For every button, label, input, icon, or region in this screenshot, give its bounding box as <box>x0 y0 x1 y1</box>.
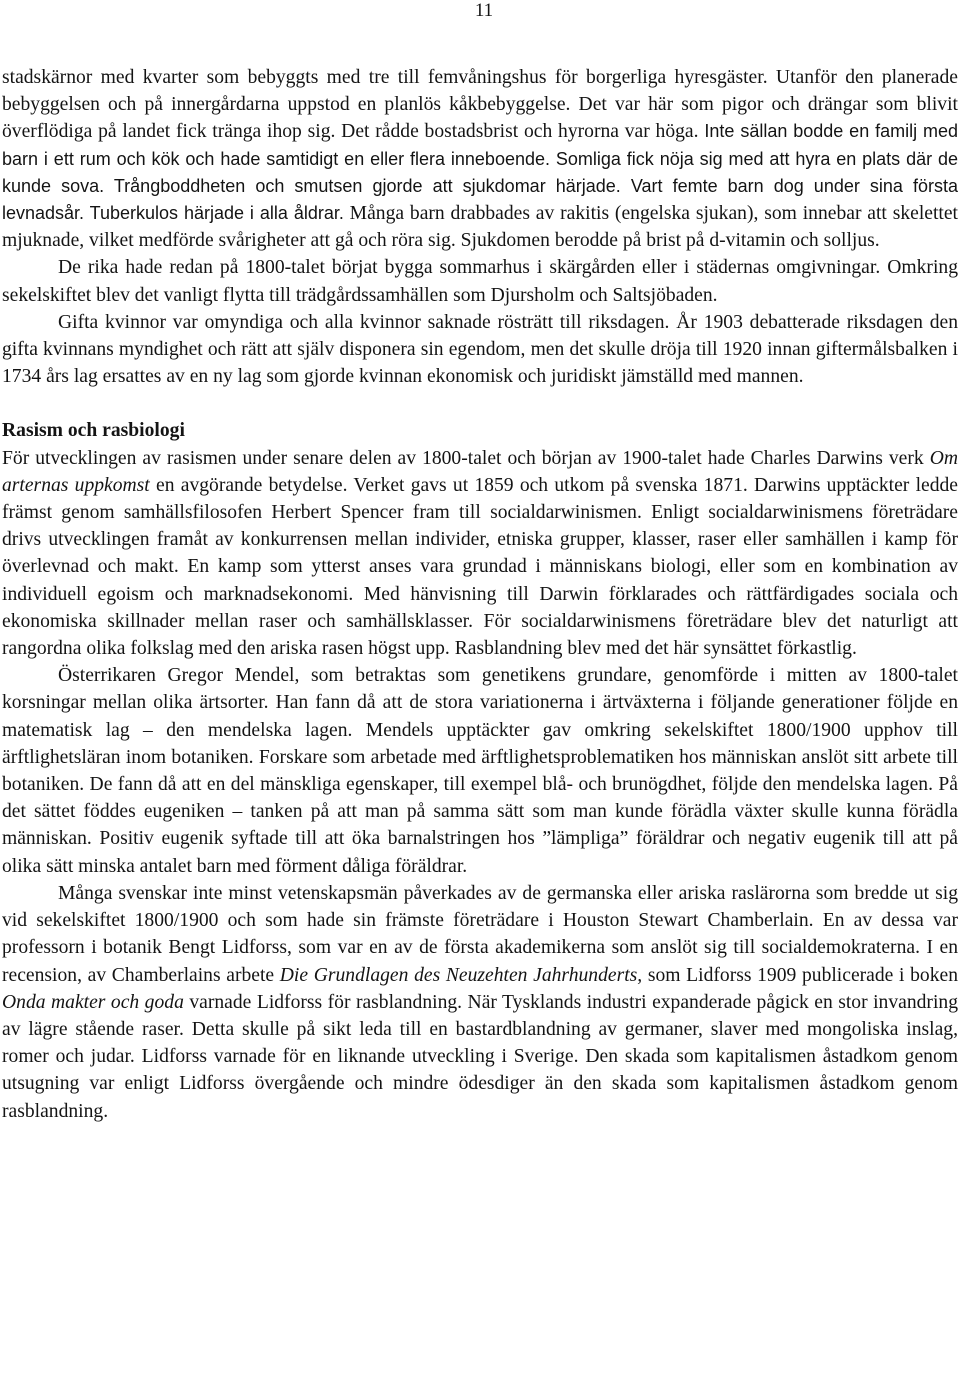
paragraph-3: Gifta kvinnor var omyndiga och alla kvinnor saknade rösträtt till riksdagen. År 1903 debatterade riksdagen den gifta kvinnans myndighet och rätt att själv disponera sin egendom, men det skulle dröja till 1920 innan giftermålsbalken i 1734 års lag ersattes av en ny lag som gjorde kvinnan ekonomisk och juridiskt jämställd med mannen. <box>2 311 958 388</box>
paragraph-1-part-b: Inte sällan bodde en familj med barn i ett rum och kök och hade samtidigt en eller flera inneboende. Somliga fick nöja sig med att hyra en plats där de kunde sova. Trångboddheten och smutsen gjorde att sjukdomar härjade. Vart femte barn dog under sina första levnadsår. Tuberkulos härjade i alla åldrar. <box>2 121 958 224</box>
paragraph-6-part-a: Många svenskar inte minst vetenskapsmän påverkades av de germanska eller ariska raslärorna som bredde ut sig vid sekelskiftet 1800/1900 och som hade sin främste företrädare i Houston Stewart Chamberlain. En av dessa var professorn i botanik Bengt Lidforss, som var en av de första akademikerna som anslöt sig till socialdemokraterna. I en recension, av Chamberlains arbete <box>2 882 958 986</box>
paragraph-6 <box>2 880 958 1125</box>
paragraph-4-part-b: en avgörande betydelse. Verket gavs ut 1859 och utkom på svenska 1871. Darwins upptäckter ledde främst genom samhällsfilosofen Herbert Spencer fram till socialdarwinismen. Enligt socialdarwinismens företrädare drivs utvecklingen framåt av konkurrensen mellan individer, etniska grupper, klasser, raser eller samhällen i kamp för överlevnad och makt. En kamp som ytterst anses vara grundad i människans biologi, eller som en kombination av individuell egoism och marknadsekonomi. Med hänvisning till Darwin förklarades och rättfärdigades sociala och ekonomiska skillnader mellan raser och samhällsklasser. För socialdarwinismens företrädare blev det naturligt att rangordna olika folkslag med den ariska rasen högst upp. Rasblandning blev med det här synsättet förkastlig. <box>2 474 958 660</box>
paragraph-4 <box>2 445 958 663</box>
paragraph-6-part-b: som Lidforss 1909 publicerade i boken <box>642 964 959 986</box>
document-body <box>2 64 958 1125</box>
paragraph-5: Österrikaren Gregor Mendel, som betraktas som genetikens grundare, genomförde i mitten av 1800-talet korsningar mellan olika ärtsorter. Han fann då att de stora variationerna i ärtväxterna i följande generationer följde en matematisk lag – den mendelska lagen. Mendels upptäckter gav omkring sekelskiftet 1800/1900 upphov till ärftlighetsläran inom botaniken. Forskare som arbetade med ärftlighetsproblematiken hos människan anslöt sitt arbete till botaniken. De fann då att en del mänskliga egenskaper, till exempel blå- och brunögdhet, följde den mendelska lagen. På det sättet föddes eugeniken – tanken på att man på samma sätt som man kunde förädla växter skulle kunna förädla människan. Positiv eugenik syftade till att öka barnalstringen hos ”lämpliga” föräldrar och negativ eugenik till att på olika sätt minska antalet barn med förment dåliga föräldrar. <box>2 665 958 877</box>
paragraph-2: De rika hade redan på 1800-talet börjat bygga sommarhus i skärgården eller i städernas omgivningar. Omkring sekelskiftet blev det vanligt flytta till trädgårdssamhällen som Djursholm och Saltsjöbaden. <box>2 257 958 306</box>
paragraph-1-part-c: Många barn drabbades av rakitis (engelska sjukan), som innebar att skelettet mjuknade, vilket medförde svårigheter att gå och röra sig. Sjukdomen berodde på brist på d-vitamin och solljus. <box>2 203 958 252</box>
paragraph-1 <box>2 64 958 254</box>
paragraph-1-part-a: stadskärnor med kvarter som bebyggts med tre till femvåningshus för borgerliga hyresgäster. Utanför den planerade bebyggelsen och på innergårdarna uppstod en planlös kåkbebyggelse. Det var här som pigor och drängar som blivit överflödiga på landet fick tränga ihop sig. Det rådde bostadsbrist och hyrorna var höga. <box>2 67 958 143</box>
page-number: 11 <box>474 0 494 21</box>
section-gap <box>2 390 958 417</box>
section-heading: Rasism och rasbiologi <box>2 420 185 442</box>
paragraph-4-part-a: För utvecklingen av rasismen under senare delen av 1800-talet och början av 1900-talet hade Charles Darwins verk <box>2 447 930 469</box>
book-title-darwin: Om arternas uppkomst <box>2 447 958 496</box>
book-title-lidforss: Onda makter och goda <box>2 991 184 1013</box>
book-title-chamberlain: Die Grundlagen des Neuzehten Jahrhunderts, <box>279 964 643 986</box>
paragraph-6-part-c: varnade Lidforss för rasblandning. När Tysklands industri expanderade pågick en stor invandring av lägre stående raser. Detta skulle på sikt leda till en bastardblandning av germaner, slaver med mongoliska inslag, romer och judar. Lidforss varnade för en liknande utveckling i Sverige. Den skada som kapitalismen åstadkom genom utsugning var enligt Lidforss övergående och mindre ödesdiger än den skada som kapitalismen åstadkom genom rasblandning. <box>2 991 958 1122</box>
